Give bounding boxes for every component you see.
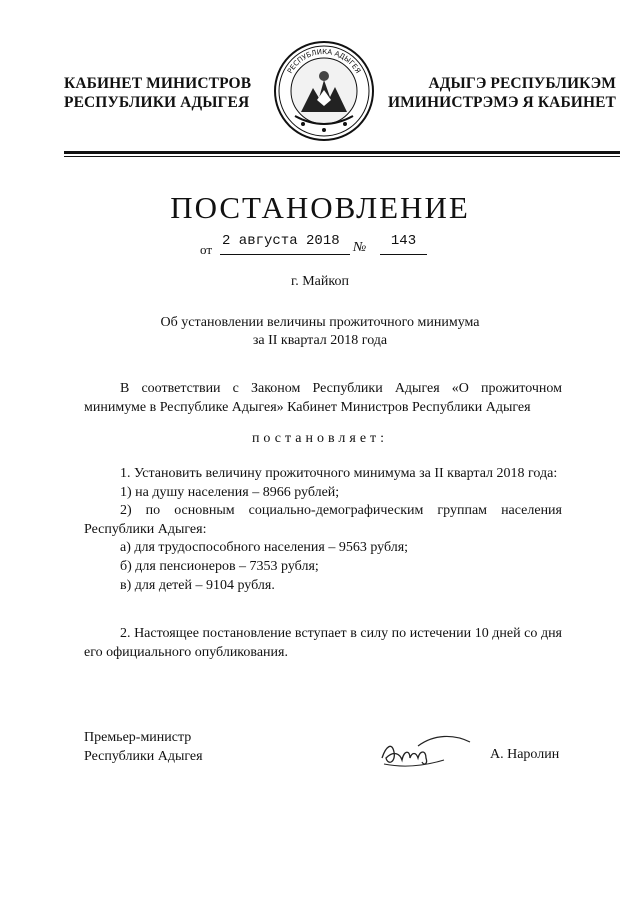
item-1-1: 1) на душу населения – 8966 рублей;: [120, 484, 340, 500]
position-line-1: Премьер-министр: [84, 730, 192, 745]
item-1-2: 2) по основным социально-демографическим группам населения Республики Адыгея:: [84, 503, 562, 537]
handwritten-signature-icon: [374, 728, 474, 772]
item-1-2-c: в) для детей – 9104 рубля.: [120, 577, 275, 593]
document-title: ПОСТАНОВЛЕНИЕ: [170, 190, 470, 225]
header-thin-rule: [64, 156, 620, 157]
issuer-line-1: КАБИНЕТ МИНИСТРОВ: [64, 75, 252, 92]
signatory-position: [84, 729, 203, 766]
item-1: 1. Установить величину прожиточного минимума за II квартал 2018 года:: [120, 466, 558, 481]
resolution-items: [84, 465, 562, 595]
subject-line-2: за II квартал 2018 года: [252, 333, 388, 348]
issuer-line-2-adyghe: ИМИНИСТРЭМЭ Я КАБИНЕТ: [387, 94, 616, 111]
number-sign: №: [353, 240, 367, 255]
issuer-line-1-adyghe: АДЫГЭ РЕСПУБЛИКЭМ: [428, 75, 616, 92]
resolves-heading: постановляет:: [251, 431, 389, 446]
date-prefix: от: [200, 242, 213, 257]
city: г. Майкоп: [291, 274, 349, 289]
issuer-name-russian: [64, 74, 254, 112]
document-number: 143: [380, 233, 427, 255]
document-date: 2 августа 2018: [220, 233, 350, 255]
subject-line-1: Об установлении величины прожиточного минимума: [160, 315, 480, 330]
signatory-name: А. Наролин: [490, 747, 560, 762]
item-2: 2. Настоящее постановление вступает в силу по истечении 10 дней со дня его официального опубликования.: [84, 626, 562, 660]
preamble-paragraph: В соответствии с Законом Республики Адыгея «О прожиточном минимуме в Республике Адыгея» Кабинет Министров Республики Адыгея: [84, 381, 562, 415]
header-thick-rule: [64, 151, 620, 154]
issuer-name-adyghe: [386, 74, 616, 112]
issuer-line-2: РЕСПУБЛИКИ АДЫГЕЯ: [64, 94, 250, 111]
coat-of-arms-seal-icon: [273, 40, 375, 142]
svg-text:РЕСПУБЛИКА АДЫГЕЯ: РЕСПУБЛИКА АДЫГЕЯ: [285, 47, 362, 75]
position-line-2: Республики Адыгея: [84, 748, 203, 764]
item-1-2-b: б) для пенсионеров – 7353 рубля;: [120, 558, 319, 574]
item-1-2-a: а) для трудоспособного населения – 9563 рубля;: [120, 540, 409, 556]
document-subject: [120, 314, 520, 350]
date-number-line: [200, 232, 440, 258]
